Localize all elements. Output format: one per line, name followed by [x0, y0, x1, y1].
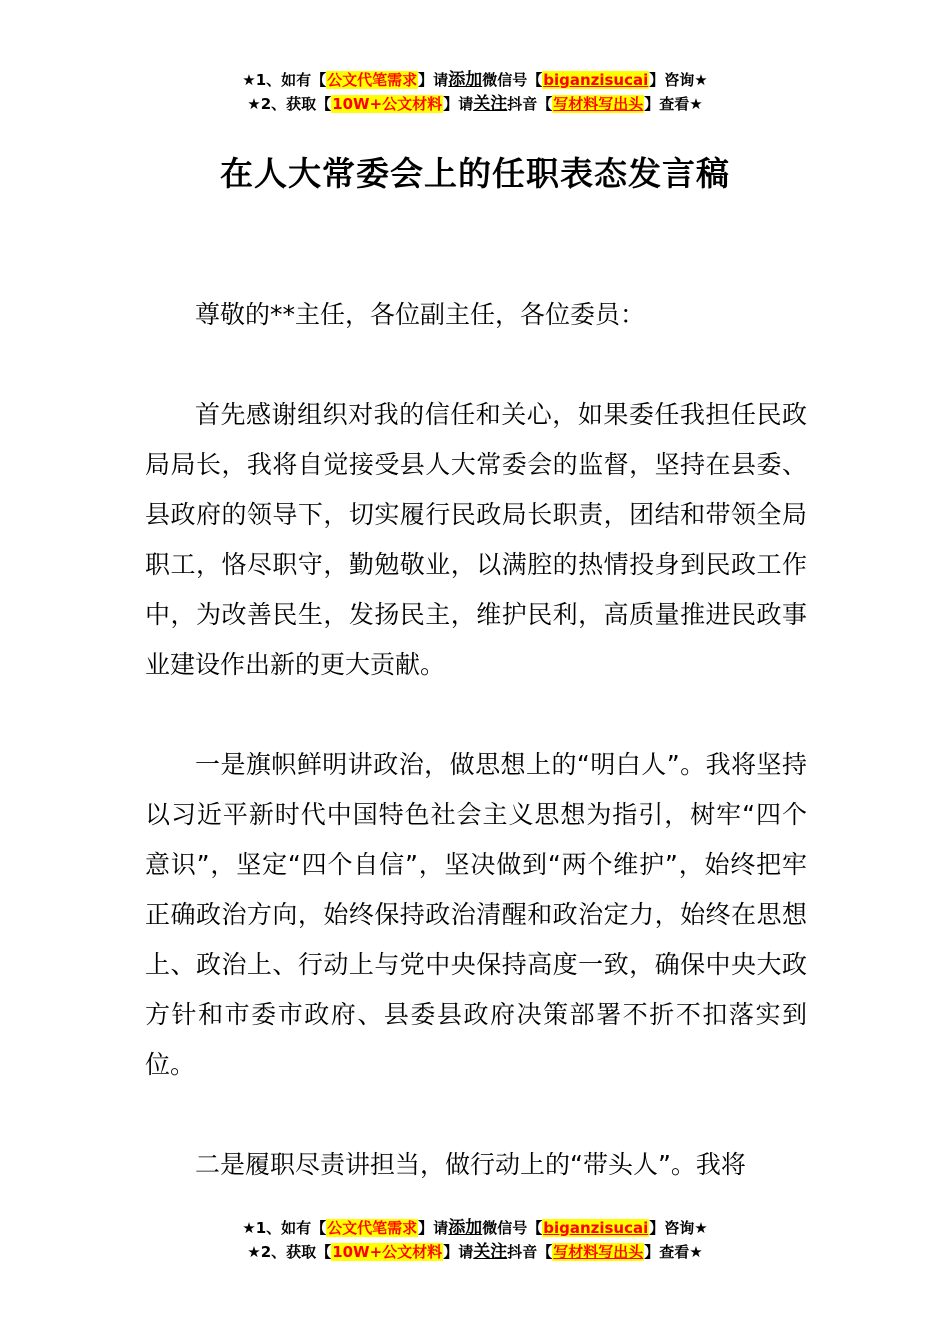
document-body — [145, 290, 807, 1190]
footer-line-1: ★1、如有【公文代笔需求】请添加微信号【biganzisucai】咨询★ — [242, 1218, 708, 1238]
highlight-douyin: 写材料写出头 — [553, 95, 644, 113]
banner-line-1: ★1、如有【公文代笔需求】请添加微信号【biganzisucai】咨询★ — [242, 70, 708, 90]
highlight-service: 公文代笔需求 — [327, 71, 418, 89]
header-banner — [0, 68, 950, 116]
highlight-wechat-id: biganzisucai — [543, 71, 649, 89]
page-title: 在人大常委会上的任职表态发言稿 — [220, 154, 730, 193]
salutation: 尊敬的**主任，各位副主任，各位委员： — [195, 300, 646, 329]
footer-line-2: ★2、获取【10W+公文材料】请关注抖音【写材料写出头】查看★ — [247, 1242, 703, 1262]
banner-line-2: ★2、获取【10W+公文材料】请关注抖音【写材料写出头】查看★ — [247, 94, 703, 114]
footer-highlight-materials: 10W+公文材料 — [332, 1243, 443, 1261]
paragraph-2: 一是旗帜鲜明讲政治，做思想上的“明白人”。我将坚持以习近平新时代中国特色社会主义思想为指引，树牢“四个意识”，坚定“四个自信”，坚决做到“两个维护”，始终把牢正确政治方向，始终保持政治清醒和政治定力，始终在思想上、政治上、行动上与党中央保持高度一致，确保中央大政方针和市委市政府、县委县政府决策部署不折不扣落实到位。 — [145, 750, 807, 1079]
footer-highlight-douyin: 写材料写出头 — [553, 1243, 644, 1261]
highlight-materials: 10W+公文材料 — [332, 95, 443, 113]
paragraph-1: 首先感谢组织对我的信任和关心，如果委任我担任民政局局长，我将自觉接受县人大常委会的监督，坚持在县委、县政府的领导下，切实履行民政局长职责，团结和带领全局职工，恪尽职守，勤勉敬业，以满腔的热情投身到民政工作中，为改善民生，发扬民主，维护民利，高质量推进民政事业建设作出新的更大贡献。 — [145, 400, 807, 679]
footer-banner — [0, 1216, 950, 1264]
footer-highlight-service: 公文代笔需求 — [327, 1219, 418, 1237]
paragraph-3: 二是履职尽责讲担当，做行动上的“带头人”。我将 — [195, 1150, 746, 1179]
footer-highlight-wechat-id: biganzisucai — [543, 1219, 649, 1237]
